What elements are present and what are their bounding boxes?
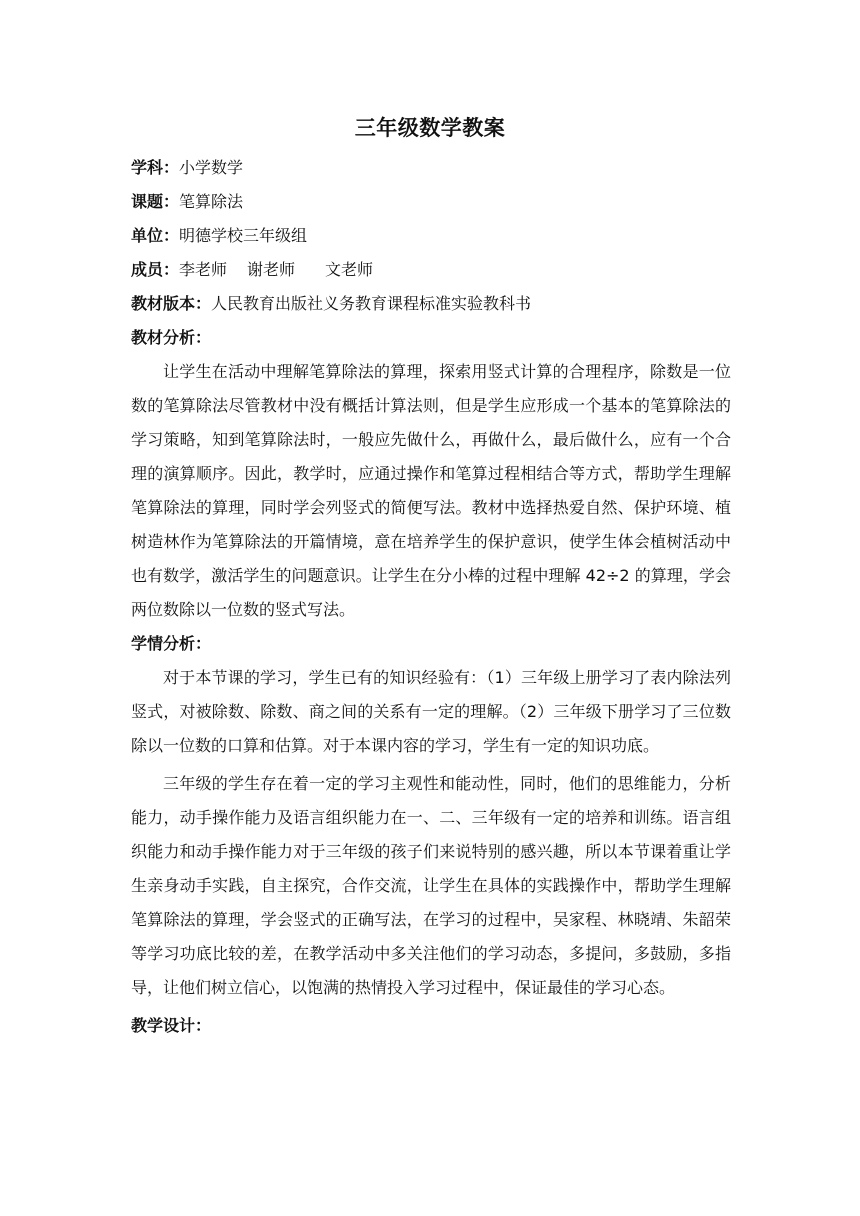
student-analysis-heading: 学情分析： bbox=[131, 634, 212, 653]
topic-row bbox=[131, 185, 731, 219]
edition-row bbox=[131, 287, 731, 321]
teaching-design-heading: 教学设计： bbox=[131, 1016, 212, 1035]
document-body bbox=[131, 151, 731, 1043]
subject-value: 小学数学 bbox=[179, 158, 244, 177]
document-title: 三年级数学教案 bbox=[354, 116, 506, 140]
unit-value: 明德学校三年级组 bbox=[179, 226, 308, 245]
student-analysis-paragraph: 对于本节课的学习，学生已有的知识经验有：（1）三年级上册学习了表内除法列竖式，对被除数、除数、商之间的关系有一定的理解。（2）三年级下册学习了三位数除以一位数的口算和估算。对于本课内容的学习，学生有一定的知识功底。 bbox=[131, 668, 731, 755]
subject-row bbox=[131, 151, 731, 185]
member-name: 文老师 bbox=[325, 260, 374, 279]
members-label: 成员： bbox=[131, 260, 180, 279]
edition-value: 人民教育出版社义务教育课程标准实验教科书 bbox=[211, 294, 532, 313]
edition-label: 教材版本： bbox=[131, 294, 212, 313]
member-name: 李老师 bbox=[179, 260, 228, 279]
student-analysis-paragraph: 三年级的学生存在着一定的学习主观性和能动性，同时，他们的思维能力，分析能力，动手操作能力及语言组织能力在一、二、三年级有一定的培养和训练。语言组织能力和动手操作能力对于三年级的孩子们来说特别的感兴趣，所以本节课着重让学生亲身动手实践，自主探究，合作交流，让学生在具体的实践操作中，帮助学生理解笔算除法的算理，学会竖式的正确写法，在学习的过程中，吴家程、林晓靖、朱韶荣等学习功底比较的差，在教学活动中多关注他们的学习动态，多提问，多鼓励，多指导，让他们树立信心，以饱满的热情投入学习过程中，保证最佳的学习心态。 bbox=[131, 774, 731, 997]
textbook-analysis-paragraph: 让学生在活动中理解笔算除法的算理，探索用竖式计算的合理程序，除数是一位数的笔算除法尽管教材中没有概括计算法则，但是学生应形成一个基本的笔算除法的学习策略，知到笔算除法时，一般应先做什么，再做什么，最后做什么，应有一个合理的演算顺序。因此，教学时，应通过操作和笔算过程相结合等方式，帮助学生理解笔算除法的算理，同时学会列竖式的简便写法。教材中选择热爱自然、保护环境、植树造林作为笔算除法的开篇情境，意在培养学生的保护意识，使学生体会植树活动中也有数学，激活学生的问题意识。让学生在分小棒的过程中理解 42÷2 的算理，学会两位数除以一位数的竖式写法。 bbox=[131, 362, 731, 619]
topic-label: 课题： bbox=[131, 192, 180, 211]
members-row bbox=[131, 253, 731, 287]
subject-label: 学科： bbox=[131, 158, 180, 177]
unit-label: 单位： bbox=[131, 226, 180, 245]
unit-row bbox=[131, 219, 731, 253]
topic-value: 笔算除法 bbox=[179, 192, 244, 211]
textbook-analysis-heading: 教材分析： bbox=[131, 328, 212, 347]
member-name: 谢老师 bbox=[247, 260, 296, 279]
